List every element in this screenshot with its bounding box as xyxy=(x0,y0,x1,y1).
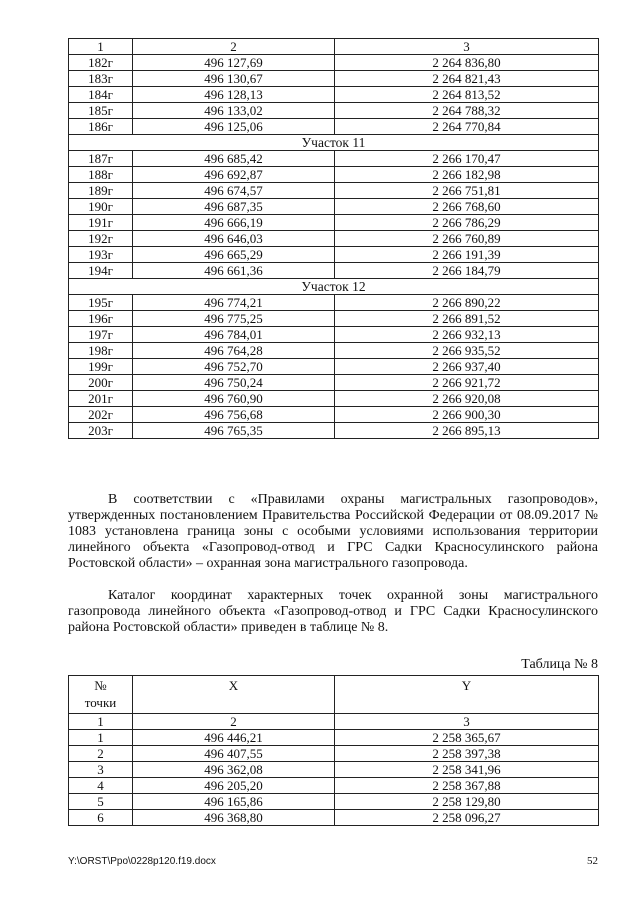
y-coordinate-cell: 2 264 788,32 xyxy=(335,103,599,119)
footer-page-number: 52 xyxy=(587,855,598,867)
table-row xyxy=(69,103,599,119)
table-header-row xyxy=(69,39,599,55)
y-coordinate-cell: 2 266 900,30 xyxy=(335,407,599,423)
table-row xyxy=(69,423,599,439)
point-id-cell: 190г xyxy=(69,199,133,215)
y-coordinate-cell: 2 266 184,79 xyxy=(335,263,599,279)
x-coordinate-cell: 496 750,24 xyxy=(133,375,335,391)
table-row xyxy=(69,295,599,311)
x-coordinate-cell: 496 205,20 xyxy=(133,778,335,794)
header-cell: 2 xyxy=(133,39,335,55)
x-coordinate-cell: 496 130,67 xyxy=(133,71,335,87)
y-coordinate-cell: 2 266 891,52 xyxy=(335,311,599,327)
table-row xyxy=(69,730,599,746)
table-row xyxy=(69,119,599,135)
point-id-cell: 200г xyxy=(69,375,133,391)
header-point-number xyxy=(69,676,133,714)
y-coordinate-cell: 2 258 096,27 xyxy=(335,810,599,826)
x-coordinate-cell: 496 764,28 xyxy=(133,343,335,359)
point-id-cell: 196г xyxy=(69,311,133,327)
x-coordinate-cell: 496 127,69 xyxy=(133,55,335,71)
y-coordinate-cell: 2 264 821,43 xyxy=(335,71,599,87)
table-row xyxy=(69,343,599,359)
point-id-cell: 198г xyxy=(69,343,133,359)
point-id-cell: 192г xyxy=(69,231,133,247)
point-id-cell: 2 xyxy=(69,746,133,762)
y-coordinate-cell: 2 266 170,47 xyxy=(335,151,599,167)
y-coordinate-cell: 2 266 932,13 xyxy=(335,327,599,343)
point-id-cell: 183г xyxy=(69,71,133,87)
y-coordinate-cell: 2 258 129,80 xyxy=(335,794,599,810)
x-coordinate-cell: 496 687,35 xyxy=(133,199,335,215)
point-id-cell: 189г xyxy=(69,183,133,199)
point-id-cell: 203г xyxy=(69,423,133,439)
x-coordinate-cell: 496 760,90 xyxy=(133,391,335,407)
y-coordinate-cell: 2 264 813,52 xyxy=(335,87,599,103)
y-coordinate-cell: 2 266 920,08 xyxy=(335,391,599,407)
table-row xyxy=(69,215,599,231)
point-id-cell: 195г xyxy=(69,295,133,311)
table-row xyxy=(69,199,599,215)
x-coordinate-cell: 496 774,21 xyxy=(133,295,335,311)
x-coordinate-cell: 496 165,86 xyxy=(133,794,335,810)
header-cell: 1 xyxy=(69,39,133,55)
paragraph-catalog-reference: Каталог координат характерных точек охранной зоны магистрального газопровода линейного объекта «Газопровод-отвод и ГРС Садки Красносулинского района Ростовской области» приведен в таблице № 8. xyxy=(68,588,598,635)
point-id-cell: 197г xyxy=(69,327,133,343)
table-row xyxy=(69,247,599,263)
table-row xyxy=(69,327,599,343)
column-number-row xyxy=(69,714,599,730)
table-row xyxy=(69,311,599,327)
point-id-cell: 3 xyxy=(69,762,133,778)
table-row xyxy=(69,231,599,247)
table-row xyxy=(69,263,599,279)
x-coordinate-cell: 496 775,25 xyxy=(133,311,335,327)
x-coordinate-cell: 496 446,21 xyxy=(133,730,335,746)
x-coordinate-cell: 496 765,35 xyxy=(133,423,335,439)
table-row xyxy=(69,55,599,71)
x-coordinate-cell: 496 674,57 xyxy=(133,183,335,199)
table-row xyxy=(69,407,599,423)
point-id-cell: 182г xyxy=(69,55,133,71)
x-coordinate-cell: 496 368,80 xyxy=(133,810,335,826)
point-id-cell: 4 xyxy=(69,778,133,794)
x-coordinate-cell: 496 133,02 xyxy=(133,103,335,119)
point-id-cell: 184г xyxy=(69,87,133,103)
point-id-cell: 185г xyxy=(69,103,133,119)
table-row xyxy=(69,183,599,199)
y-coordinate-cell: 2 258 397,38 xyxy=(335,746,599,762)
table-row xyxy=(69,87,599,103)
y-coordinate-cell: 2 258 365,67 xyxy=(335,730,599,746)
x-coordinate-cell: 496 692,87 xyxy=(133,167,335,183)
table-row xyxy=(69,359,599,375)
x-coordinate-cell: 496 125,06 xyxy=(133,119,335,135)
table-8-protection-zone-points xyxy=(68,675,599,826)
section-row xyxy=(69,135,599,151)
point-id-cell: 186г xyxy=(69,119,133,135)
section-title: Участок 12 xyxy=(69,279,599,295)
table-row xyxy=(69,151,599,167)
x-coordinate-cell: 496 666,19 xyxy=(133,215,335,231)
table-row xyxy=(69,746,599,762)
table-header-row xyxy=(69,676,599,714)
x-coordinate-cell: 496 407,55 xyxy=(133,746,335,762)
x-coordinate-cell: 496 128,13 xyxy=(133,87,335,103)
section-row xyxy=(69,279,599,295)
point-id-cell: 199г xyxy=(69,359,133,375)
column-number-cell: 1 xyxy=(69,714,133,730)
table-row xyxy=(69,71,599,87)
y-coordinate-cell: 2 266 182,98 xyxy=(335,167,599,183)
point-id-cell: 194г xyxy=(69,263,133,279)
y-coordinate-cell: 2 266 760,89 xyxy=(335,231,599,247)
y-coordinate-cell: 2 266 935,52 xyxy=(335,343,599,359)
y-coordinate-cell: 2 258 341,96 xyxy=(335,762,599,778)
point-id-cell: 201г xyxy=(69,391,133,407)
x-coordinate-cell: 496 756,68 xyxy=(133,407,335,423)
point-id-cell: 193г xyxy=(69,247,133,263)
point-id-cell: 6 xyxy=(69,810,133,826)
x-coordinate-cell: 496 784,01 xyxy=(133,327,335,343)
y-coordinate-cell: 2 266 921,72 xyxy=(335,375,599,391)
y-coordinate-cell: 2 264 836,80 xyxy=(335,55,599,71)
y-coordinate-cell: 2 258 367,88 xyxy=(335,778,599,794)
y-coordinate-cell: 2 266 890,22 xyxy=(335,295,599,311)
point-id-cell: 1 xyxy=(69,730,133,746)
header-x: X xyxy=(133,676,335,714)
point-id-cell: 202г xyxy=(69,407,133,423)
point-id-cell: 191г xyxy=(69,215,133,231)
point-id-cell: 187г xyxy=(69,151,133,167)
x-coordinate-cell: 496 665,29 xyxy=(133,247,335,263)
header-cell: 3 xyxy=(335,39,599,55)
table-row xyxy=(69,778,599,794)
section-title: Участок 11 xyxy=(69,135,599,151)
y-coordinate-cell: 2 266 786,29 xyxy=(335,215,599,231)
point-id-cell: 5 xyxy=(69,794,133,810)
y-coordinate-cell: 2 266 895,13 xyxy=(335,423,599,439)
y-coordinate-cell: 2 266 768,60 xyxy=(335,199,599,215)
table-row xyxy=(69,810,599,826)
y-coordinate-cell: 2 266 937,40 xyxy=(335,359,599,375)
footer-file-path: Y:\ORST\Ppo\0228p120.f19.docx xyxy=(68,856,216,867)
column-number-cell: 2 xyxy=(133,714,335,730)
point-id-cell: 188г xyxy=(69,167,133,183)
table-caption: Таблица № 8 xyxy=(521,657,598,672)
y-coordinate-cell: 2 266 191,39 xyxy=(335,247,599,263)
table-row xyxy=(69,391,599,407)
y-coordinate-cell: 2 266 751,81 xyxy=(335,183,599,199)
x-coordinate-cell: 496 685,42 xyxy=(133,151,335,167)
header-y: Y xyxy=(335,676,599,714)
header-point-number-line1: № xyxy=(94,678,107,693)
x-coordinate-cell: 496 362,08 xyxy=(133,762,335,778)
paragraph-protection-zone: В соответствии с «Правилами охраны магистральных газопроводов», утвержденных постановлением Правительства Российской Федерации от 08.09.2017 № 1083 установлена граница зоны с особыми условиями использования территории линейного объекта «Газопровод-отвод и ГРС Садки Красносулинского района Ростовской области» – охранная зона магистрального газопровода. xyxy=(68,492,598,571)
y-coordinate-cell: 2 264 770,84 xyxy=(335,119,599,135)
column-number-cell: 3 xyxy=(335,714,599,730)
coordinates-table-continued xyxy=(68,38,599,439)
x-coordinate-cell: 496 646,03 xyxy=(133,231,335,247)
header-point-number-line2: точки xyxy=(84,695,117,710)
table-row xyxy=(69,167,599,183)
table-row xyxy=(69,375,599,391)
x-coordinate-cell: 496 752,70 xyxy=(133,359,335,375)
table-row xyxy=(69,762,599,778)
x-coordinate-cell: 496 661,36 xyxy=(133,263,335,279)
table-row xyxy=(69,794,599,810)
